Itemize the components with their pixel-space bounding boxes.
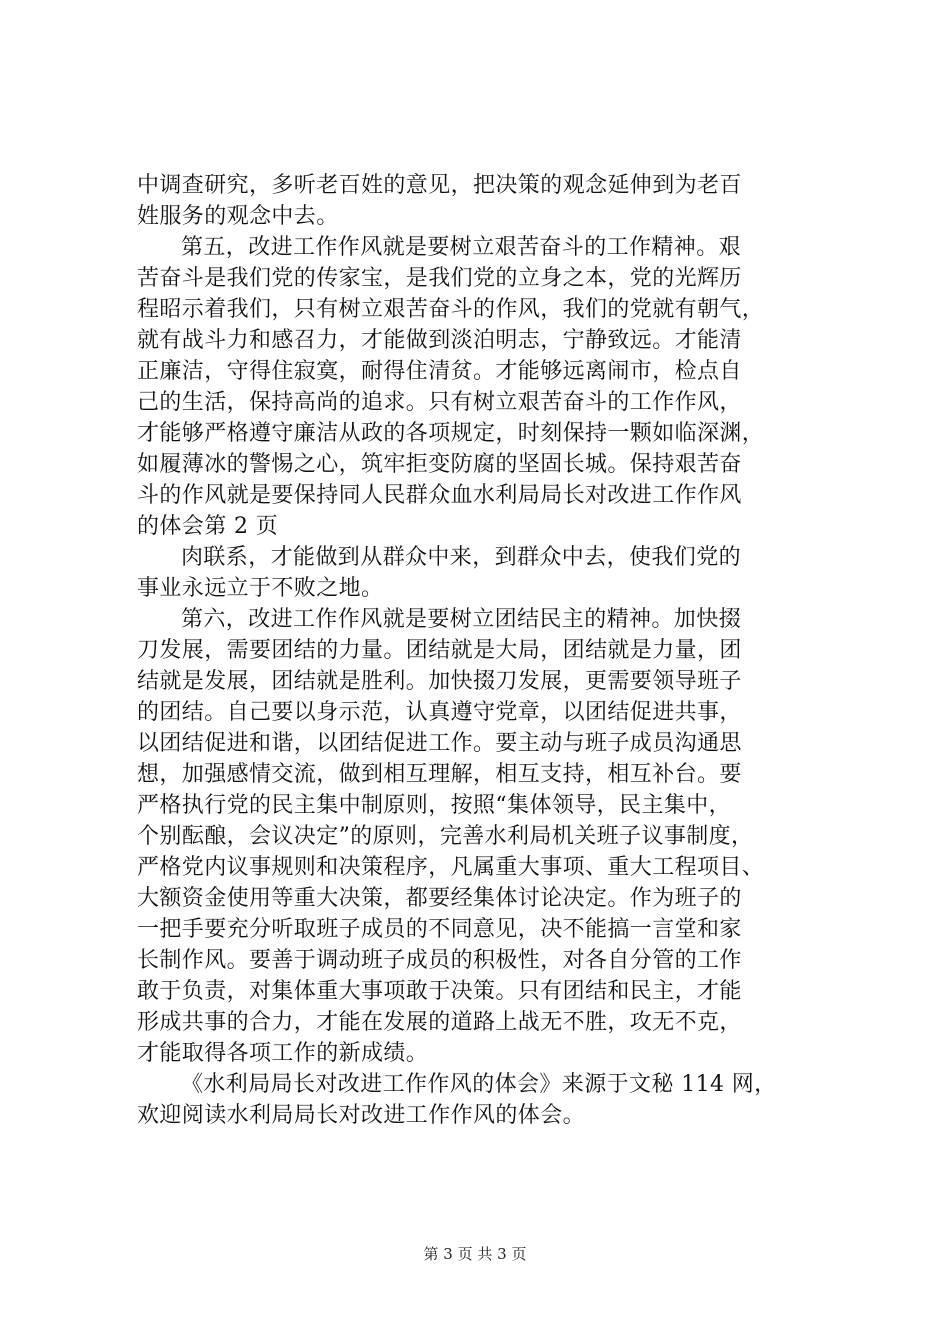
text-line: 中调查研究，多听老百姓的意见，把决策的观念延伸到为老百: [137, 173, 742, 198]
text-line: 如履薄冰的警惕之心，筑牢拒变防腐的坚固长城。保持艰苦奋: [137, 452, 742, 477]
text-line: 就有战斗力和感召力，才能做到淡泊明志，宁静致远。才能清: [137, 328, 742, 353]
text-line: 姓服务的观念中去。: [137, 204, 339, 229]
text-line: 《水利局局长对改进工作作风的体会》来源于文秘 114 网，: [181, 1072, 777, 1097]
text-line: 一把手要充分听取班子成员的不同意见，决不能搞一言堂和家: [137, 917, 742, 942]
text-line: 的团结。自己要以身示范，认真遵守党章，以团结促进共事，: [137, 700, 742, 725]
text-line: 想，加强感情交流，做到相互理解，相互支持，相互补台。要: [137, 762, 742, 787]
text-line: 第五，改进工作作风就是要树立艰苦奋斗的工作精神。艰: [181, 235, 742, 260]
text-line: 结就是发展，团结就是胜利。加快掇刀发展，更需要领导班子: [137, 669, 742, 694]
text-line: 己的生活，保持高尚的追求。只有树立艰苦奋斗的工作作风，: [137, 390, 742, 415]
document-body: [137, 170, 837, 1131]
text-line: 长制作风。要善于调动班子成员的积极性，对各自分管的工作: [137, 948, 742, 973]
text-line: 形成共事的合力，才能在发展的道路上战无不胜，攻无不克，: [137, 1010, 742, 1035]
text-line: 以团结促进和谐，以团结促进工作。要主动与班子成员沟通思: [137, 731, 742, 756]
text-line: 的体会第 2 页: [137, 514, 279, 539]
text-line: 苦奋斗是我们党的传家宝，是我们党的立身之本，党的光辉历: [137, 266, 742, 291]
text-line: 严格党内议事规则和决策程序，凡属重大事项、重大工程项目、: [137, 855, 765, 880]
text-line: 第六，改进工作作风就是要树立团结民主的精神。加快掇: [181, 607, 742, 632]
text-line: 刀发展，需要团结的力量。团结就是大局，团结就是力量，团: [137, 638, 742, 663]
text-line: 正廉洁，守得住寂寞，耐得住清贫。才能够远离闹市，检点自: [137, 359, 742, 384]
text-line: 大额资金使用等重大决策，都要经集体讨论决定。作为班子的: [137, 886, 742, 911]
text-line: 个别酝酿，会议决定”的原则，完善水利局机关班子议事制度，: [137, 824, 754, 849]
text-line: 事业永远立于不败之地。: [137, 576, 384, 601]
text-line: 程昭示着我们，只有树立艰苦奋斗的作风，我们的党就有朝气，: [137, 297, 765, 322]
page-footer: 第 3 页 共 3 页: [423, 1245, 527, 1263]
text-line: 严格执行党的民主集中制原则，按照“集体领导，民主集中，: [137, 793, 732, 818]
text-line: 斗的作风就是要保持同人民群众血水利局局长对改进工作作风: [137, 483, 742, 508]
text-line: 欢迎阅读水利局局长对改进工作作风的体会。: [137, 1103, 586, 1128]
text-line: 肉联系，才能做到从群众中来，到群众中去，使我们党的: [181, 545, 742, 570]
text-line: 才能取得各项工作的新成绩。: [137, 1041, 429, 1066]
text-line: 才能够严格遵守廉洁从政的各项规定，时刻保持一颗如临深渊，: [137, 421, 765, 446]
text-line: 敢于负责，对集体重大事项敢于决策。只有团结和民主，才能: [137, 979, 742, 1004]
